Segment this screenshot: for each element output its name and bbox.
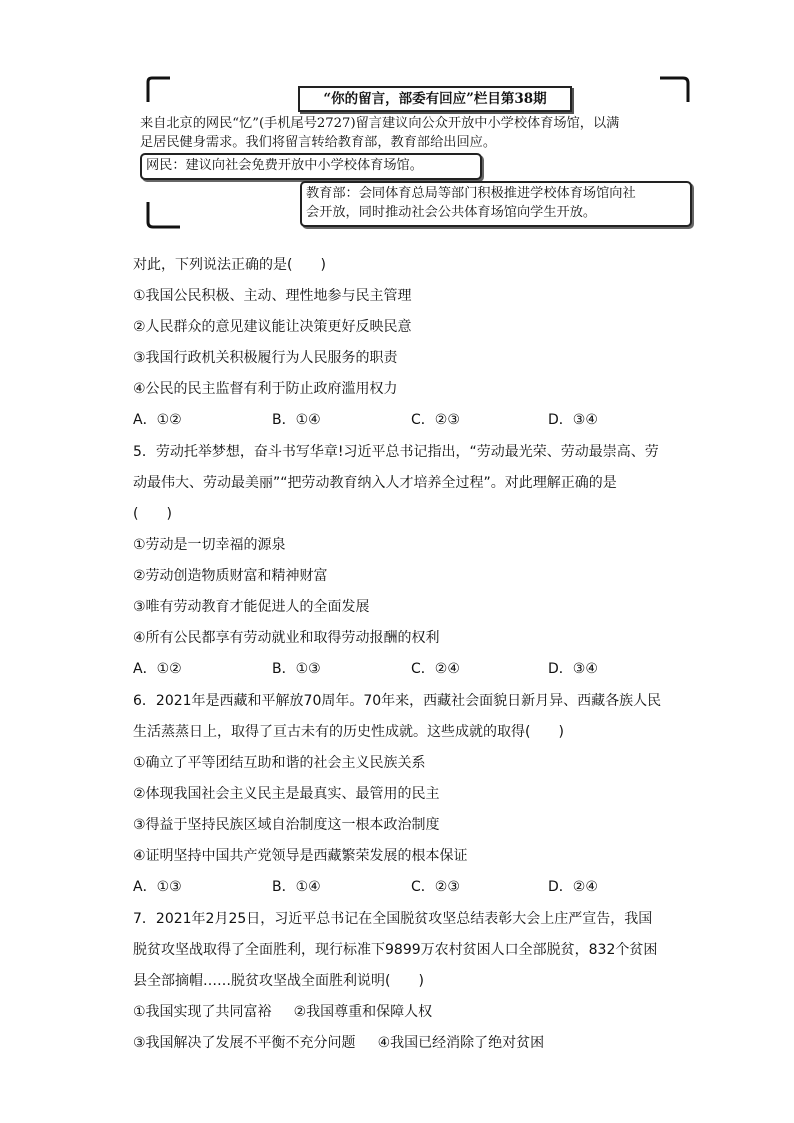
q4-stem: 对此，下列说法正确的是( ) [133, 257, 326, 273]
q7-statement-1: ①我国实现了共同富裕 [133, 1004, 272, 1020]
column-title: “你的留言，部委有回应”栏目第38期 [298, 86, 572, 112]
q6-statement-1: ①确立了平等团结互助和谐的社会主义民族关系 [133, 755, 426, 771]
q6-option-d[interactable]: D．②④ [548, 879, 598, 895]
q4-statement-4: ④公民的民主监督有利于防止政府滥用权力 [133, 381, 398, 397]
q7-statement-4: ④我国已经消除了绝对贫困 [377, 1035, 545, 1051]
q4-option-d[interactable]: D．③④ [548, 412, 598, 428]
intro-text [140, 114, 680, 152]
q5-statement-3: ③唯有劳动教育才能促进人的全面发展 [133, 599, 370, 615]
intro-line-1: 来自北京的网民“忆”(手机尾号2727)留言建议向公众开放中小学校体育场馆，以满 [140, 116, 620, 131]
netizen-bubble [140, 153, 482, 180]
q5-option-c[interactable]: C．②④ [411, 661, 460, 677]
q5-option-d[interactable]: D．③④ [548, 661, 598, 677]
q6-statement-4: ④证明坚持中国共产党领导是西藏繁荣发展的根本保证 [133, 848, 468, 864]
ministry-line-1: 教育部：会同体育总局等部门积极推进学校体育场馆向社 [306, 186, 636, 201]
q4-statement-1: ①我国公民积极、主动、理性地参与民主管理 [133, 288, 412, 304]
q5-statement-4: ④所有公民都享有劳动就业和取得劳动报酬的权利 [133, 630, 440, 646]
ministry-bubble [300, 181, 692, 227]
q7-stem-line-2: 脱贫攻坚战取得了全面胜利，现行标准下9899万农村贫困人口全部脱贫，832个贫困 [133, 942, 658, 958]
ministry-line-2: 会开放，同时推动社会公共体育场馆向学生开放。 [306, 205, 597, 220]
q6-options [133, 878, 653, 896]
q6-statement-2: ②体现我国社会主义民主是最真实、最管用的民主 [133, 786, 440, 802]
scanned-image [140, 72, 695, 234]
q7-statement-row-1 [133, 1003, 432, 1021]
q5-option-b[interactable]: B．①③ [272, 661, 321, 677]
q7-statement-3: ③我国解决了发展不平衡不充分问题 [133, 1035, 356, 1051]
q4-options [133, 411, 653, 429]
q4-option-b[interactable]: B．①④ [272, 412, 321, 428]
q6-option-b[interactable]: B．①④ [272, 879, 321, 895]
q4-option-a[interactable]: A．①② [133, 412, 182, 428]
q6-stem-line-1: 6．2021年是西藏和平解放70周年。70年来，西藏社会面貌日新月异、西藏各族人民 [133, 693, 662, 709]
netizen-text: 网民：建议向社会免费开放中小学校体育场馆。 [146, 158, 423, 173]
q5-options [133, 660, 653, 678]
q5-stem-line-2: 动最伟大、劳动最美丽”“把劳动教育纳入人才培养全过程”。对此理解正确的是 [133, 475, 617, 491]
q5-stem-line-1: 5．劳动托举梦想，奋斗书写华章!习近平总书记指出，“劳动最光荣、劳动最崇高、劳 [133, 444, 659, 460]
q7-statement-2: ②我国尊重和保障人权 [293, 1004, 433, 1020]
q6-option-c[interactable]: C．②③ [411, 879, 460, 895]
q6-option-a[interactable]: A．①③ [133, 879, 182, 895]
q5-option-a[interactable]: A．①② [133, 661, 182, 677]
q6-statement-3: ③得益于坚持民族区域自治制度这一根本政治制度 [133, 817, 440, 833]
q7-stem-line-1: 7．2021年2月25日，习近平总书记在全国脱贫攻坚总结表彰大会上庄严宣告，我国 [133, 911, 653, 927]
q4-option-c[interactable]: C．②③ [411, 412, 460, 428]
q4-statement-3: ③我国行政机关积极履行为人民服务的职责 [133, 350, 398, 366]
q7-stem-line-3: 县全部摘帽……脱贫攻坚战全面胜利说明( ) [133, 973, 424, 989]
q6-stem-line-2: 生活蒸蒸日上，取得了亘古未有的历史性成就。这些成就的取得( ) [133, 724, 564, 740]
q7-statement-row-2 [133, 1034, 544, 1052]
q4-statement-2: ②人民群众的意见建议能让决策更好反映民意 [133, 319, 412, 335]
q5-stem-line-3: ( ) [133, 506, 172, 522]
q5-statement-2: ②劳动创造物质财富和精神财富 [133, 568, 328, 584]
q5-statement-1: ①劳动是一切幸福的源泉 [133, 537, 286, 553]
intro-line-2: 足居民健身需求。我们将留言转给教育部，教育部给出回应。 [140, 135, 497, 150]
